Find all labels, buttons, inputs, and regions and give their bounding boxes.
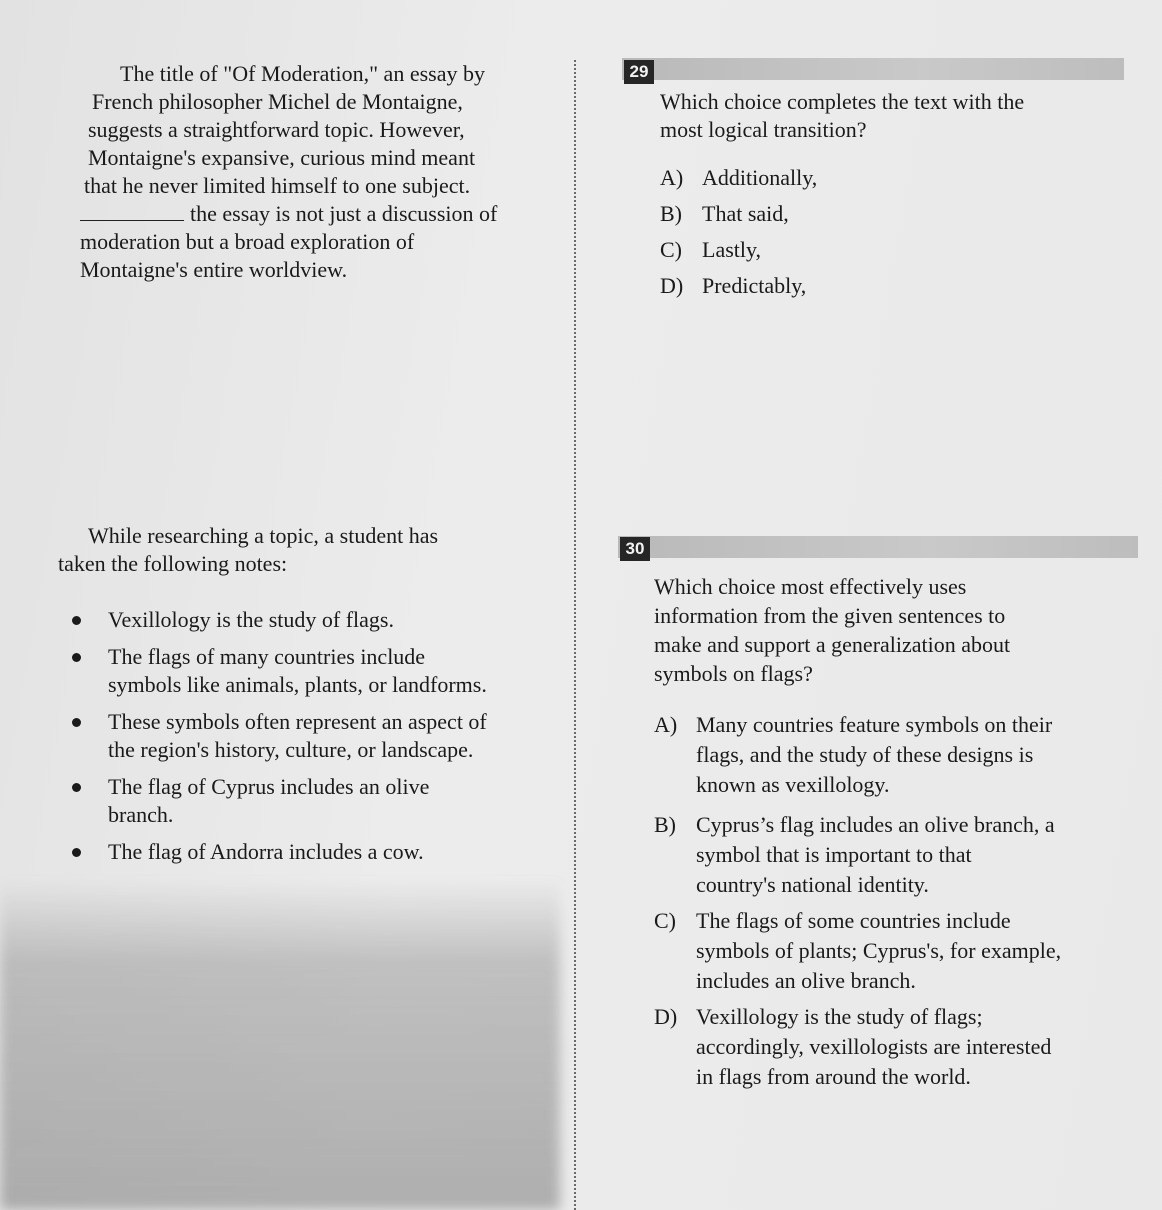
page-shadow [0, 880, 560, 1210]
question-header-bar [618, 536, 1138, 558]
prompt-line: make and support a generalization about [654, 632, 1011, 657]
prompt-line: information from the given sentences to [654, 603, 1006, 628]
choice-letter: B) [660, 201, 682, 226]
column-divider [574, 60, 576, 1210]
answer-choice-c[interactable] [654, 906, 1061, 996]
bullet-icon [72, 718, 81, 727]
passage-line: that he never limited himself to one subject. [84, 173, 471, 198]
note-line: These symbols often represent an aspect of [108, 709, 487, 734]
choice-line: Vexillology is the study of flags; [696, 1004, 983, 1029]
choice-text: Lastly, [702, 237, 762, 262]
choice-line: known as vexillology. [696, 772, 890, 797]
question-30-choices [654, 710, 1061, 1092]
passage-line: Montaigne's expansive, curious mind meant [88, 145, 476, 170]
choice-line: The flags of some countries include [696, 908, 1011, 933]
answer-choice-d[interactable] [660, 272, 817, 300]
note-line: Vexillology is the study of flags. [108, 607, 394, 632]
note-item [68, 838, 487, 866]
question-29-prompt [660, 88, 1024, 144]
choice-line: flags, and the study of these designs is [696, 742, 1034, 767]
passage-line: The title of "Of Moderation," an essay by [120, 61, 485, 86]
choice-text: That said, [702, 201, 789, 226]
choice-letter: D) [654, 1004, 678, 1029]
answer-choice-c[interactable] [660, 236, 817, 264]
choice-letter: A) [654, 712, 678, 737]
choice-letter: B) [654, 812, 676, 837]
answer-choice-b[interactable] [660, 200, 817, 228]
question-header-bar [622, 58, 1124, 80]
bullet-icon [72, 653, 81, 662]
prompt-line: symbols on flags? [654, 661, 813, 686]
notes-intro [58, 522, 438, 578]
choice-line: Cyprus’s flag includes an olive branch, a [696, 812, 1055, 837]
question-30-prompt [654, 572, 1010, 688]
choice-line: symbols of plants; Cyprus's, for example, [696, 938, 1062, 963]
note-line: symbols like animals, plants, or landforms. [108, 672, 487, 697]
note-line: branch. [108, 802, 174, 827]
note-line: The flags of many countries include [108, 644, 426, 669]
passage-line: French philosopher Michel de Montaigne, [92, 89, 463, 114]
bullet-icon [72, 848, 81, 857]
note-line: The flag of Cyprus includes an olive [108, 774, 430, 799]
choice-line: accordingly, vexillologists are interested [696, 1034, 1052, 1059]
choice-letter: D) [660, 273, 684, 298]
passage-line: the essay is not just a discussion of [190, 201, 498, 226]
prompt-line: Which choice most effectively uses [654, 574, 967, 599]
note-item [68, 643, 487, 699]
bullet-icon [72, 783, 81, 792]
passage-line: moderation but a broad exploration of [80, 229, 415, 254]
intro-line: taken the following notes: [58, 551, 288, 576]
choice-line: Many countries feature symbols on their [696, 712, 1053, 737]
prompt-line: Which choice completes the text with the [660, 89, 1025, 114]
answer-choice-b[interactable] [654, 810, 1061, 900]
question-number-29: 29 [624, 60, 654, 84]
choice-line: country's national identity. [696, 872, 929, 897]
passage-line: suggests a straightforward topic. However, [88, 117, 465, 142]
intro-line: While researching a topic, a student has [88, 523, 439, 548]
choice-text: Additionally, [702, 165, 818, 190]
note-item [68, 606, 487, 634]
choice-letter: A) [660, 165, 684, 190]
note-line: the region's history, culture, or landscape. [108, 737, 474, 762]
choice-letter: C) [654, 908, 676, 933]
bullet-icon [72, 616, 81, 625]
note-item [68, 708, 487, 764]
passage-28 [80, 60, 540, 284]
answer-choice-a[interactable] [660, 164, 817, 192]
answer-choice-d[interactable] [654, 1002, 1061, 1092]
choice-line: includes an olive branch. [696, 968, 916, 993]
note-line: The flag of Andorra includes a cow. [108, 839, 424, 864]
prompt-line: most logical transition? [660, 117, 867, 142]
passage-line: Montaigne's entire worldview. [80, 257, 348, 282]
choice-line: symbol that is important to that [696, 842, 972, 867]
passage-line-with-blank [80, 200, 540, 228]
note-item [68, 773, 487, 829]
question-number-30: 30 [620, 537, 650, 561]
question-29-choices [660, 164, 817, 300]
answer-blank [80, 200, 184, 221]
answer-choice-a[interactable] [654, 710, 1061, 800]
notes-list [68, 606, 487, 875]
choice-line: in flags from around the world. [696, 1064, 971, 1089]
choice-letter: C) [660, 237, 682, 262]
choice-text: Predictably, [702, 273, 807, 298]
